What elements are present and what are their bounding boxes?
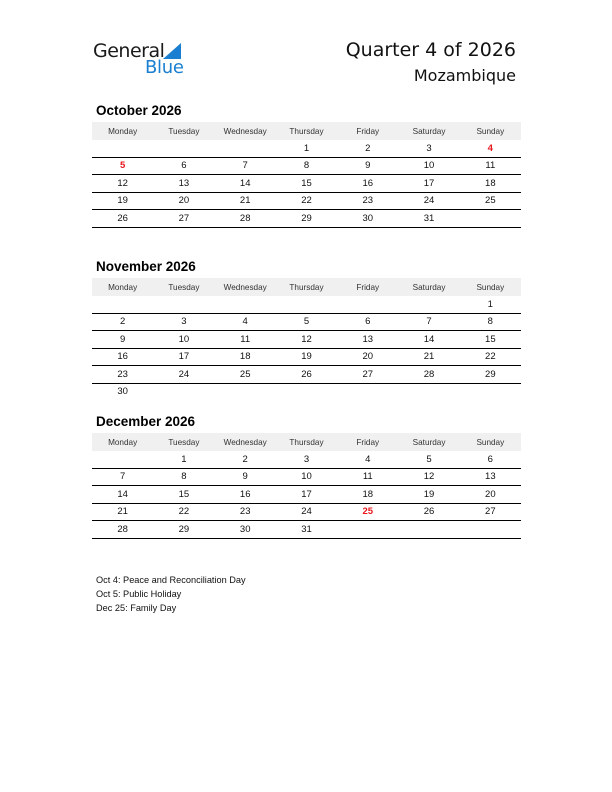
logo-word-general: General	[93, 40, 165, 62]
day-cell: 19	[117, 195, 128, 207]
weekday-label: Saturday	[412, 437, 446, 447]
day-cell: 16	[362, 177, 374, 189]
day-cell: 2	[119, 316, 126, 328]
weekday-label: Thursday	[289, 126, 324, 136]
day-cell: 7	[242, 160, 248, 172]
country-name: Mozambique	[413, 66, 516, 85]
week-row	[92, 469, 521, 487]
day-cell: 18	[485, 177, 496, 189]
week-row	[92, 504, 521, 522]
day-cell: 6	[181, 160, 187, 172]
week-row	[92, 296, 521, 314]
day-cell: 8	[303, 160, 310, 172]
day-cell: 27	[485, 506, 496, 518]
day-cell: 22	[485, 351, 496, 363]
weekday-label: Sunday	[476, 126, 505, 136]
weekday-header	[92, 122, 521, 140]
weekday-label: Monday	[108, 126, 138, 136]
day-cell: 5	[426, 453, 432, 465]
weekday-label: Thursday	[289, 437, 324, 447]
day-cell: 25	[485, 195, 496, 207]
day-cell: 20	[362, 351, 374, 363]
weekday-label: Friday	[356, 437, 380, 447]
day-cell: 21	[423, 351, 435, 363]
day-cell: 1	[303, 142, 310, 154]
day-cell: 12	[423, 471, 435, 483]
day-cell: 14	[117, 488, 128, 500]
day-cell: 29	[485, 368, 496, 380]
day-cell: 31	[301, 523, 312, 535]
day-cell: 8	[181, 471, 187, 483]
week-row	[92, 331, 521, 349]
week-row	[92, 521, 521, 539]
week-row	[92, 175, 521, 193]
day-cell: 22	[301, 195, 312, 207]
weekday-label: Thursday	[289, 282, 324, 292]
month-october	[92, 103, 521, 228]
day-cell: 24	[423, 195, 435, 207]
week-row	[92, 451, 521, 469]
day-cell: 31	[423, 212, 435, 224]
day-cell: 27	[362, 368, 374, 380]
day-cell: 24	[301, 506, 312, 518]
week-row	[92, 210, 521, 228]
day-cell: 18	[239, 351, 251, 363]
day-cell: 17	[301, 488, 312, 500]
day-cell: 7	[426, 316, 432, 328]
day-cell: 28	[239, 212, 251, 224]
day-cell: 25	[239, 368, 251, 380]
week-row	[92, 193, 521, 211]
day-cell: 20	[178, 195, 190, 207]
weekday-header	[92, 433, 521, 451]
day-cell: 2	[242, 453, 248, 465]
holiday-item: Dec 25: Family Day	[96, 603, 177, 613]
day-cell: 14	[239, 177, 251, 189]
weekday-header	[92, 278, 521, 296]
day-cell: 30	[362, 212, 374, 224]
week-row	[92, 384, 521, 401]
day-cell: 11	[362, 471, 373, 483]
day-cell: 19	[423, 488, 435, 500]
day-cell: 19	[301, 351, 312, 363]
day-cell: 30	[117, 386, 128, 398]
day-cell: 20	[485, 488, 496, 500]
holiday-list	[96, 573, 246, 615]
weekday-label: Tuesday	[168, 126, 200, 136]
day-cell: 15	[301, 177, 312, 189]
day-cell: 24	[178, 368, 190, 380]
day-cell: 14	[423, 333, 435, 345]
day-cell: 15	[178, 488, 190, 500]
day-cell: 11	[240, 333, 251, 345]
day-cell: 26	[423, 506, 435, 518]
month-title: December 2026	[96, 414, 196, 429]
month-title: November 2026	[96, 259, 196, 274]
weekday-label: Friday	[356, 282, 380, 292]
day-cell: 1	[181, 453, 187, 465]
week-row	[92, 366, 521, 384]
month-november	[92, 259, 521, 400]
week-row	[92, 486, 521, 504]
day-cell: 4	[242, 316, 248, 328]
day-cell: 1	[487, 298, 493, 310]
day-cell: 3	[181, 316, 187, 328]
weekday-label: Wednesday	[223, 437, 267, 447]
day-cell: 27	[178, 212, 190, 224]
day-cell: 6	[487, 453, 493, 465]
day-cell: 13	[178, 177, 190, 189]
day-cell: 17	[423, 177, 435, 189]
day-cell: 29	[301, 212, 312, 224]
week-row	[92, 314, 521, 332]
day-cell: 23	[362, 195, 374, 207]
day-cell: 10	[423, 160, 435, 172]
day-cell: 5	[119, 160, 126, 172]
day-cell: 16	[239, 488, 251, 500]
day-cell: 16	[117, 351, 128, 363]
day-cell: 23	[117, 368, 128, 380]
day-cell: 23	[239, 506, 251, 518]
day-cell: 17	[178, 351, 190, 363]
day-cell: 4	[487, 142, 493, 154]
day-cell: 15	[485, 333, 496, 345]
day-cell: 28	[423, 368, 435, 380]
day-cell: 4	[365, 453, 371, 465]
week-row	[92, 140, 521, 158]
day-cell: 8	[487, 316, 493, 328]
weekday-label: Monday	[108, 437, 138, 447]
day-cell: 3	[303, 453, 310, 465]
day-cell: 21	[117, 506, 128, 518]
day-cell: 9	[365, 160, 371, 172]
day-cell: 3	[426, 142, 432, 154]
weekday-label: Monday	[108, 282, 138, 292]
day-cell: 13	[362, 333, 374, 345]
day-cell: 10	[301, 471, 312, 483]
day-cell: 28	[117, 523, 128, 535]
week-row	[92, 349, 521, 367]
weekday-label: Wednesday	[223, 126, 267, 136]
day-cell: 29	[178, 523, 190, 535]
generalblue-logo	[93, 40, 193, 80]
day-cell: 12	[301, 333, 312, 345]
day-cell: 25	[362, 506, 374, 518]
weekday-label: Wednesday	[223, 282, 267, 292]
logo-word-blue: Blue	[145, 57, 184, 78]
holiday-item: Oct 4: Peace and Reconciliation Day	[96, 575, 246, 585]
day-cell: 18	[362, 488, 374, 500]
day-cell: 26	[301, 368, 312, 380]
day-cell: 13	[485, 471, 496, 483]
day-cell: 26	[117, 212, 128, 224]
weekday-label: Tuesday	[168, 437, 200, 447]
day-cell: 10	[178, 333, 190, 345]
day-cell: 12	[117, 177, 128, 189]
weekday-label: Saturday	[412, 282, 446, 292]
weekday-label: Friday	[356, 126, 380, 136]
weekday-label: Saturday	[412, 126, 446, 136]
day-cell: 21	[239, 195, 251, 207]
weekday-label: Sunday	[476, 282, 505, 292]
day-cell: 9	[242, 471, 248, 483]
week-row	[92, 158, 521, 176]
weekday-label: Tuesday	[168, 282, 200, 292]
weekday-label: Sunday	[476, 437, 505, 447]
month-title: October 2026	[96, 103, 182, 118]
day-cell: 22	[178, 506, 190, 518]
day-cell: 6	[365, 316, 371, 328]
page-title: Quarter 4 of 2026	[345, 39, 516, 61]
day-cell: 2	[365, 142, 371, 154]
day-cell: 7	[119, 471, 126, 483]
day-cell: 11	[485, 160, 496, 172]
holiday-item: Oct 5: Public Holiday	[96, 589, 182, 599]
day-cell: 9	[119, 333, 126, 345]
month-december	[92, 414, 521, 539]
day-cell: 5	[303, 316, 310, 328]
day-cell: 30	[239, 523, 251, 535]
